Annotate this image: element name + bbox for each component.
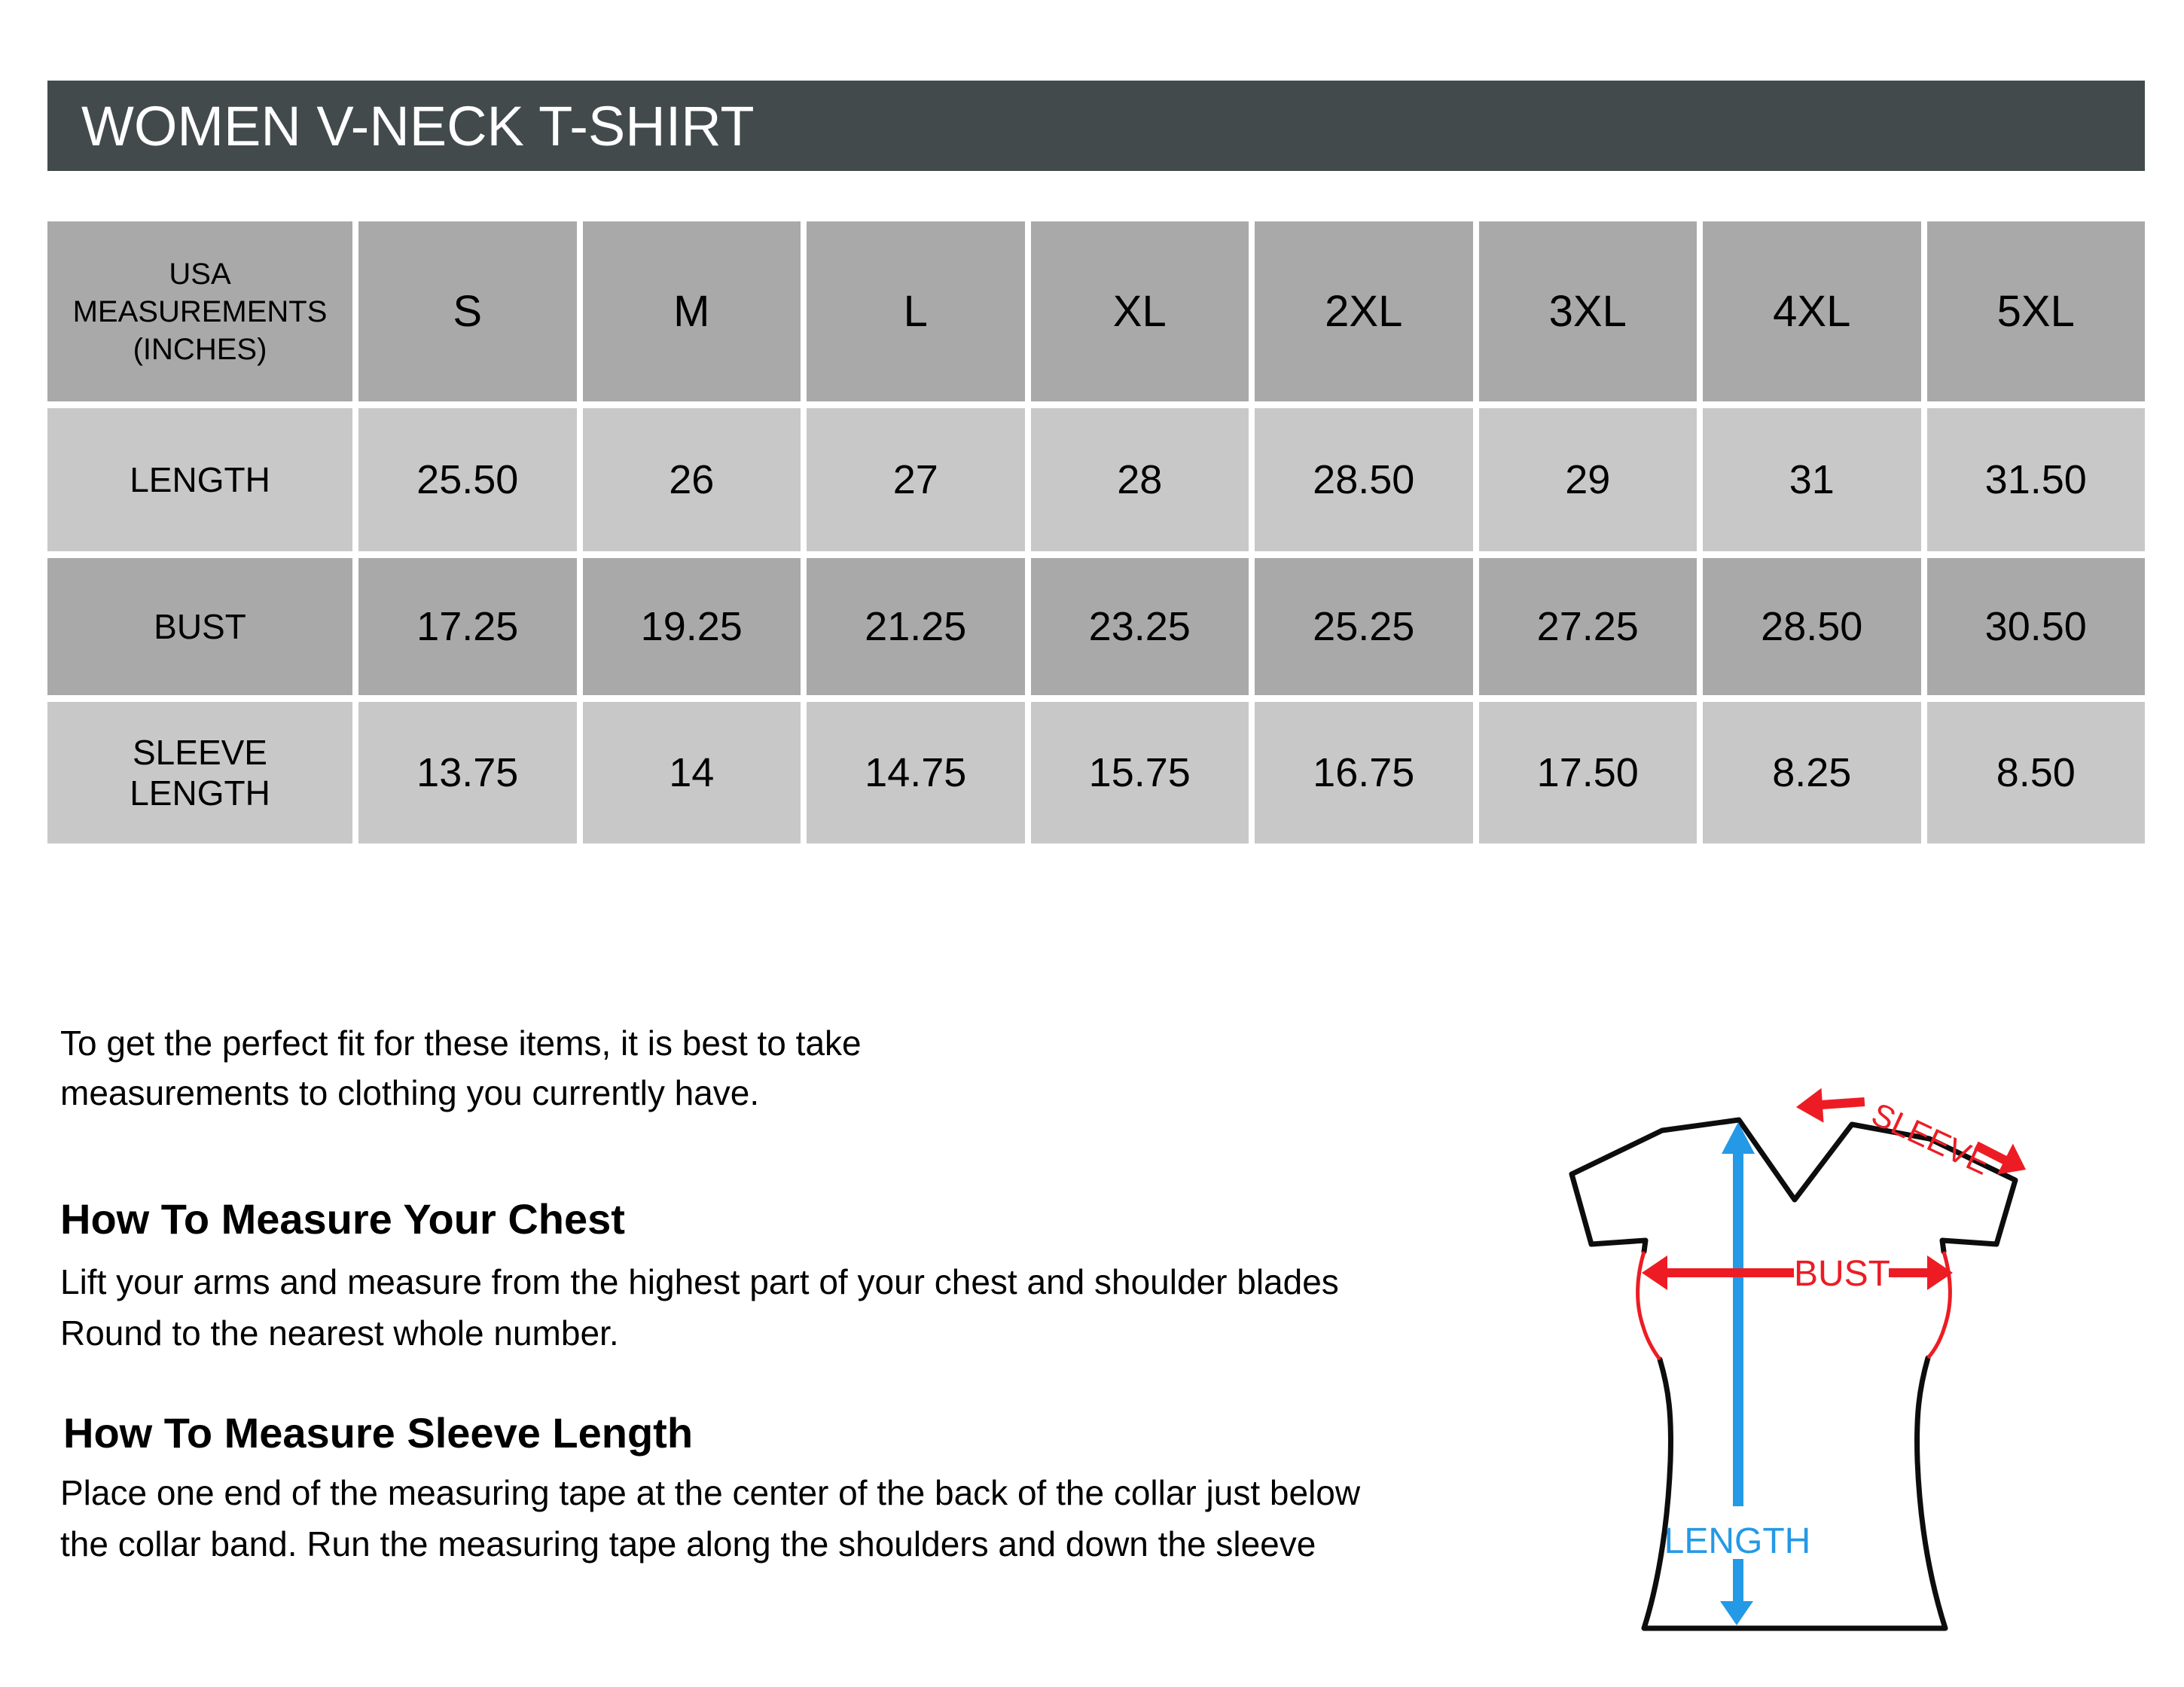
- column-header-5xl: 5XL: [1927, 221, 2146, 401]
- corner-line: MEASUREMENTS: [72, 294, 328, 328]
- length-value-l: 27: [807, 408, 1025, 551]
- tshirt-measurement-diagram: [1529, 1054, 2056, 1679]
- sleeve-section-body: [60, 1467, 1360, 1570]
- bust-value-m: 19.25: [583, 558, 801, 695]
- length-value-m: 26: [583, 408, 801, 551]
- bust-value-s: 17.25: [358, 558, 577, 695]
- column-header-m: M: [583, 221, 801, 401]
- fit-note: [60, 1018, 862, 1118]
- sleeve-arrow-left: [1796, 1088, 1865, 1123]
- bust-value-5xl: 30.50: [1927, 558, 2146, 695]
- length-label: LENGTH: [1664, 1521, 1811, 1561]
- table-corner-header: [47, 221, 352, 401]
- corner-line: (INCHES): [133, 332, 267, 366]
- row-label-length: [47, 408, 352, 551]
- bust-label: BUST: [1793, 1254, 1891, 1294]
- length-value-4xl: 31: [1703, 408, 1921, 551]
- row-label-line: SLEEVE: [133, 732, 267, 772]
- sleeve-value-4xl: 8.25: [1703, 702, 1921, 844]
- length-value-5xl: 31.50: [1927, 408, 2146, 551]
- sleeve-value-xl: 15.75: [1031, 702, 1249, 844]
- sleeve-value-5xl: 8.50: [1927, 702, 2146, 844]
- column-header-s: S: [358, 221, 577, 401]
- bust-value-3xl: 27.25: [1479, 558, 1697, 695]
- chest-section-body: [60, 1256, 1339, 1359]
- column-header-l: L: [807, 221, 1025, 401]
- sleeve-value-l: 14.75: [807, 702, 1025, 844]
- column-header-xl: XL: [1031, 221, 1249, 401]
- row-label-sleeve-length: [47, 702, 352, 844]
- row-label-bust: [47, 558, 352, 695]
- column-header-3xl: 3XL: [1479, 221, 1697, 401]
- length-value-2xl: 28.50: [1255, 408, 1473, 551]
- sleeve-value-m: 14: [583, 702, 801, 844]
- sleeve-body-line2: the collar band. Run the measuring tape along the shoulders and down the sleeve: [60, 1524, 1316, 1563]
- bust-value-2xl: 25.25: [1255, 558, 1473, 695]
- bust-value-l: 21.25: [807, 558, 1025, 695]
- size-chart-table: [47, 221, 2145, 844]
- page-title: WOMEN V-NECK T-SHIRT: [81, 94, 755, 157]
- length-value-xl: 28: [1031, 408, 1249, 551]
- sleeve-value-3xl: 17.50: [1479, 702, 1697, 844]
- title-bar: [47, 81, 2145, 171]
- sleeve-section-heading: How To Measure Sleeve Length: [63, 1409, 694, 1457]
- sleeve-value-s: 13.75: [358, 702, 577, 844]
- row-label-line: LENGTH: [130, 773, 270, 813]
- column-header-4xl: 4XL: [1703, 221, 1921, 401]
- fit-note-line1: To get the perfect fit for these items, it is best to take: [60, 1023, 862, 1063]
- row-label-line: BUST: [154, 606, 246, 646]
- column-header-2xl: 2XL: [1255, 221, 1473, 401]
- bust-value-4xl: 28.50: [1703, 558, 1921, 695]
- chest-body-line2: Round to the nearest whole number.: [60, 1313, 619, 1353]
- length-value-3xl: 29: [1479, 408, 1697, 551]
- corner-line: USA: [169, 257, 231, 291]
- sleeve-value-2xl: 16.75: [1255, 702, 1473, 844]
- sleeve-label: SLEEVE: [1865, 1096, 1996, 1182]
- chest-body-line1: Lift your arms and measure from the highest part of your chest and shoulder blades: [60, 1262, 1339, 1301]
- length-value-s: 25.50: [358, 408, 577, 551]
- sleeve-body-line1: Place one end of the measuring tape at the center of the back of the collar just below: [60, 1473, 1361, 1512]
- row-label-line: LENGTH: [130, 459, 270, 499]
- fit-note-line2: measurements to clothing you currently have.: [60, 1073, 760, 1112]
- chest-section-heading: How To Measure Your Chest: [60, 1195, 625, 1243]
- bust-value-xl: 23.25: [1031, 558, 1249, 695]
